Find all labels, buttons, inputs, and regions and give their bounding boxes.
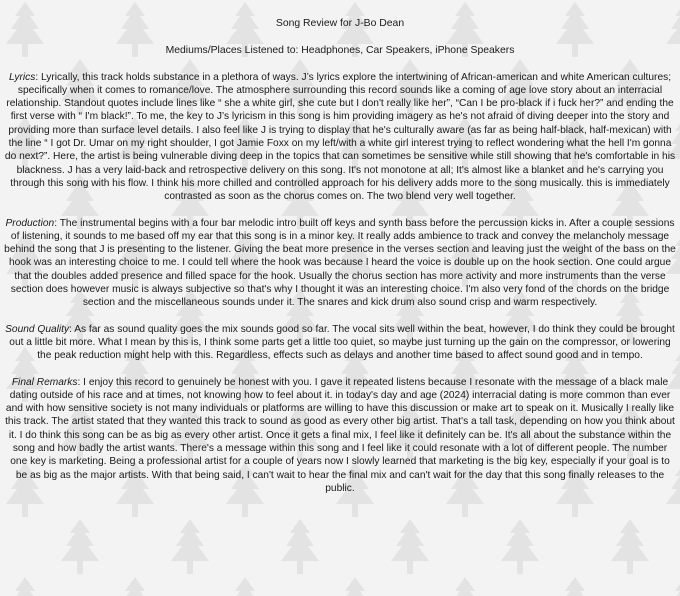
- section-label: Lyrics: [8, 71, 36, 83]
- section-production: [4, 217, 676, 310]
- section-lyrics: [4, 71, 676, 204]
- section-text: : I enjoy this record to genuinely be honest with you. I gave it repeated listens because I resonate with the message of a black male dating outside of his race and at times, not knowing how to feel about it. in today's day and age (2024) interracial dating is more common than ever and with how sensitive society is not many individuals or platforms are willing to have this discussion or make art to speak on it. Musically I really like this track. The artist stated that they wanted this track to sound as good as every other big artist. That's a tall task, depending on how you think about it. I do think this song can be as big as every other artist. Once it gets a final mix, I feel like it definitely can be. It's all about the substance within the song and how badly the artist wants. There's a message within this song and I feel like it could resonate with a lot of different people. The number one key is marketing. Being a professional artist for a couple of years now I slowly learned that marketing is the big key, especially if your goal is to be as big as the major artists. With that being said, I can't wait to hear the final mix and can't wait for the day that this song finally releases to the public.: [5, 376, 675, 494]
- section-text: : The instrumental begins with a four bar melodic intro built off keys and synth bass before the percussion kicks in. After a couple sessions of listening, it sounds to me based off my ear that this song is in a minor key. It really adds ambience to track and convey the melancholy message behind the song that J is presenting to the listener. Giving the beat more presence in the verses section and leaving just the weight of the bass on the hook was an interesting choice to me. I could tell where the hook was because I heard the voice is double up on the hook section. One could argue that the doubles added presence and filled space for the hook. Usually the chorus section has more activity and more instruments than the verse section does however music is always subjective so that's why I thought it was an interesting choice. I'm also very fond of the chords on the bridge section and the miscellaneous sounds under it. The snares and kick drum also sound crisp and warm respectively.: [4, 217, 676, 309]
- section-label: Final Remarks: [11, 376, 78, 388]
- section-text: : Lyrically, this track holds substance in a plethora of ways. J’s lyrics explore the intertwining of African-american and white American cultures; specifically when it comes to romance/love. The atmosphere surrounding this record sounds like a coming of age love story about an interracial relationship. Standout quotes include lines like “ she a white girl, she cute but I don't really like her”, “Can I be pro-black if i fuck her?” and ending the first verse with “ I'm black!”. To me, the key to J’s lyricism in this song is him providing imagery as he's not afraid of diving deeper into the story and providing more than surface level details. I also feel like J is trying to display that he's culturally aware (as far as being half-black, half-mexican) with the line “ I got Dr. Umar on my right shoulder, I got Jamie Foxx on my left/with a white girl interest trying to reflect wondering what the hell I'm gonna do next?”. Here, the artist is being vulnerable diving deep in the topics that can sometimes be sensitive while still showing that he's comfortable in his blackness. J has a very laid-back and retrospective delivery on this song. It's not monotone at all; It's almost like a blanket and he's carrying you through this song with his flow. I think his more chilled and controlled approach for his delivery adds more to the song musically. this is immediately contrasted as soon as the chorus comes on. The two blend very well together.: [4, 71, 676, 203]
- section-final-remarks: [4, 376, 676, 496]
- listening-mediums: Mediums/Places Listened to: Headphones, Car Speakers, iPhone Speakers: [165, 45, 515, 57]
- document-title: Song Review for J-Bo Dean: [275, 18, 405, 29]
- section-label: Production: [5, 217, 55, 229]
- review-document: [4, 0, 676, 596]
- section-sound-quality: [4, 323, 676, 363]
- section-label: Sound Quality: [5, 323, 70, 335]
- section-text: : As far as sound quality goes the mix sounds good so far. The vocal sits well within the beat, however, I do think they could be brought out a little bit more. What I mean by this is, I think some parts get a little too quiet, so maybe just turning up the gain on the compressor, or lowering the peak reduction might help with this. Regardless, effects such as delays and another time based to affect sound good and in tempo.: [9, 323, 675, 362]
